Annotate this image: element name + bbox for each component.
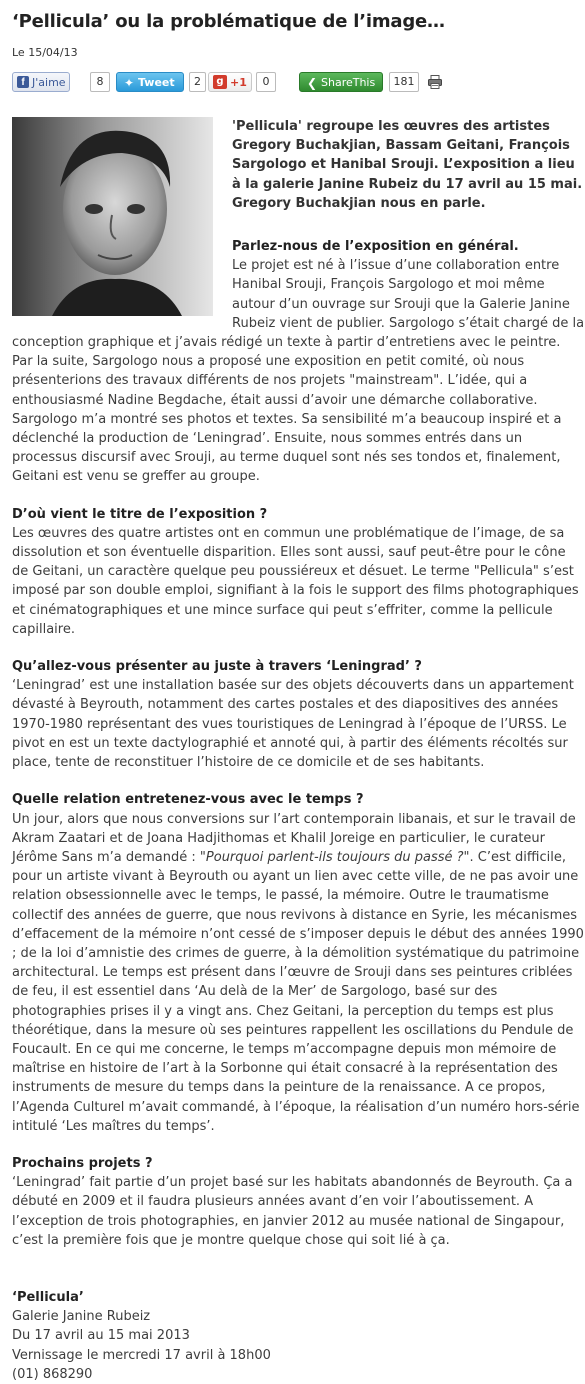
answer-paragraph — [12, 810, 585, 1136]
google-plus-icon: g — [213, 75, 227, 89]
facebook-like-label: J'aime — [32, 76, 66, 89]
question-heading: Prochains projets ? — [12, 1155, 153, 1171]
artist-portrait-image — [12, 117, 213, 316]
answer-paragraph: Les œuvres des quatre artistes ont en commun une problématique de l’image, de sa dissolution et son éventuelle disparition. Elles sont aussi, sauf peut-être pour le cône de Geitani, un caractère quelque peu poussiéreux et désuet. Le terme "Pellicula" s’est imposé par son double emploi, signifiant à la fois le support des films photographiques et cinématographiques et une mince surface qui peut s’effriter, comme la pellicule capillaire. — [12, 525, 579, 637]
exhibition-phone: (01) 868290 — [12, 1366, 93, 1382]
answer-paragraph: ‘Leningrad’ est une installation basée sur des objets découverts dans un appartement dévasté à Beyrouth, notamment des cartes postales et des diapositives des années 1970-1980 représentant des vues touristiques de Leningrad à l’époque de l’URSS. Le pivot en est un texte dactylographié et annoté qui, à partir des éléments récoltés sur place, tente de reconstituer l’histoire de ce domicile et de ses habitants. — [12, 678, 574, 771]
quoted-question: "Pourquoi parlent-ils toujours du passé ?" — [199, 849, 470, 865]
sharethis-count: 181 — [389, 72, 419, 92]
share-bar — [12, 72, 585, 96]
article-title: ‘Pellicula’ ou la problématique de l’image… — [12, 11, 445, 32]
exhibition-gallery: Galerie Janine Rubeiz — [12, 1309, 151, 1325]
exhibition-name: ‘Pellicula’ — [12, 1289, 84, 1305]
exhibition-dates: Du 17 avril au 15 mai 2013 — [12, 1328, 190, 1344]
answer-paragraph: ‘Leningrad’ fait partie d’un projet basé sur les habitats abandonnés de Beyrouth. Ça a débuté en 2009 et il faudra plusieurs années avant d’en voir l’aboutissement. A l’exception de trois photographies, en janvier 2012 au musée national de Singapour, c’est la première fois que je montre quelque chose qui soit lié à ça. — [12, 1175, 573, 1248]
tweet-button[interactable] — [116, 72, 184, 92]
answer-text-part: Un jour, alors que nous conversions sur l’art contemporain libanais, et sur le travail de Akram Zaatari et de Joana Hadjithomas et Khalil Joreige en particulier, le curateur Jérôme Sans m’a demandé : — [12, 811, 576, 865]
tweet-label: Tweet — [138, 76, 175, 89]
question-heading: D’où vient le titre de l’exposition ? — [12, 506, 268, 522]
question-heading: Quelle relation entretenez-vous avec le temps ? — [12, 792, 364, 808]
exhibition-info — [12, 1288, 585, 1384]
exhibition-vernissage: Vernissage le mercredi 17 avril à 18h00 — [12, 1347, 271, 1363]
facebook-like-button[interactable] — [12, 72, 70, 92]
answer-paragraph: Le projet est né à l’issue d’une collaboration entre Hanibal Srouji, François Sargologo et moi même autour d’un ouvrage sur Srouji que la Galerie Janine Rubeiz vient de publier. Sargologo s’était chargé de la conception graphique et j’avais rédigé un texte à partir d’entretiens avec le peintre. Par la suite, Sargologo nous a proposé une exposition en petit comité, où nous présenterions des travaux différents de nos projets "mainstream". L’idée, qui a enthousiasmé Nadine Begdache, était aussi d’avoir une démarche collaborative. Sargologo m’a montré ses photos et textes. Sa sensibilité m’a beaucoup inspiré et a déclenché la production de ‘Leningrad’. Ensuite, nous sommes entrés dans un processus discursif avec Srouji, au terme duquel sont nés ses tondos et, finalement, Geitani est venu se greffer au groupe. — [12, 258, 585, 485]
article-date: Le 15/04/13 — [12, 46, 78, 59]
google-plus-button[interactable] — [208, 72, 252, 92]
sharethis-label: ShareThis — [321, 76, 376, 89]
tweet-count: 2 — [189, 72, 206, 92]
article-intro: 'Pellicula' regroupe les œuvres des artistes Gregory Buchakjian, Bassam Geitani, François Sargologo et Hanibal Srouji. L’exposition a lieu à la galerie Janine Rubeiz du 17 avril au 15 mai. Gregory Buchakjian nous en parle. — [232, 119, 583, 211]
twitter-bird-icon: ✦ — [124, 76, 135, 90]
answer-text-part: . C’est difficile, pour un artiste vivant à Beyrouth ou ayant un lien avec cette ville, de ne pas avoir une relation obsessionnelle avec le temps, le passé, la mémoire. Outre le traumatisme collectif des années de guerre, que nous revivons à distance en Syrie, les mécanismes d’effacement de la mémoire n’ont cessé de s’imposer depuis le début des années 1990 ; de la loi d’amnistie des crimes de guerre, à la démolition systématique du patrimoine architectural. Le temps est présent dans l’œuvre de Srouji dans ses peintures criblées de feu, il est essentiel dans ‘Au delà de la Mer’ de Sargologo, basé sur des photographies prises il y a vingt ans. Chez Geitani, la perception du temps est plus théorétique, dans la mesure où ses peintures rappellent les oscillations du Pendule de Foucault. En ce qui me concerne, le temps m’accompagne depuis mon mémoire de maîtrise en histoire de l’art à la Sorbonne qui était consacré à la représentation des instruments de mesure du temps dans la peinture de la renaissance. A ce propos, l’Agenda Culturel m’avait commandé, à l’époque, la réalisation d’un numéro hors-série intitulé ‘Les maîtres du temps’. — [12, 849, 584, 1134]
sharethis-button[interactable] — [299, 72, 383, 92]
facebook-icon: f — [17, 76, 29, 88]
question-heading: Parlez-nous de l’exposition en général. — [232, 239, 519, 255]
article-body — [12, 117, 585, 1384]
facebook-like-count: 8 — [90, 72, 110, 92]
google-plus-label: +1 — [230, 76, 247, 89]
question-heading: Qu’allez-vous présenter au juste à travers ‘Leningrad’ ? — [12, 659, 422, 675]
printer-icon[interactable] — [428, 75, 442, 89]
google-plus-count: 0 — [256, 72, 276, 92]
sharethis-icon: ❮ — [307, 76, 318, 90]
